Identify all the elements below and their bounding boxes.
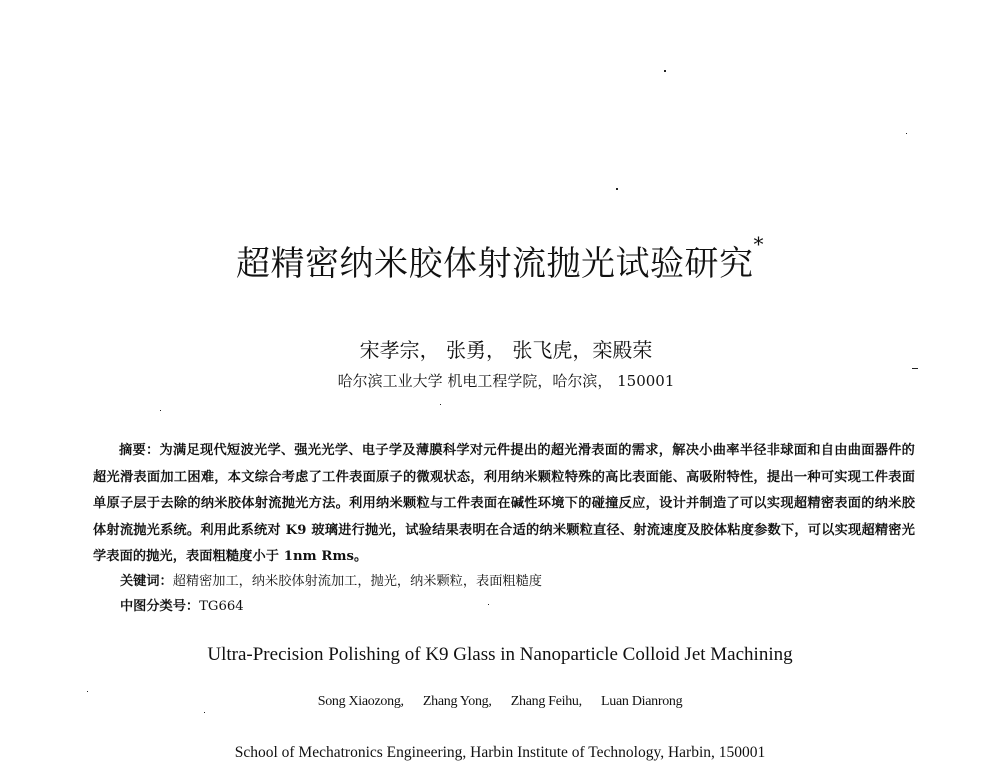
keywords-line — [120, 570, 542, 589]
author-en: Luan Dianrong — [601, 694, 683, 709]
author-en: Zhang Feihu, — [510, 694, 582, 709]
paper-title-cn: 超精密纳米胶体射流抛光试验研究* — [236, 232, 764, 284]
authors-en — [0, 694, 1000, 710]
abstract-cn — [93, 438, 915, 571]
scan-speck — [488, 604, 489, 605]
abstract-text: 为满足现代短波光学、强光光学、电子学及薄膜科学对元件提出的超光滑表面的需求，解决小曲率半径非球面和自由曲面器件的超光滑表面加工困难，本文综合考虑了工件表面原子的微观状态，利用纳米颗粒特殊的高比表面能、高吸附特性，提出一种可实现工件表面单原子层于去除的纳米胶体射流抛光方法。利用纳米颗粒与工件表面在碱性环境下的碰撞反应，设计并制造了可以实现超精密表面的纳米胶体射流抛光系统。利用此系统对 K9 玻璃进行抛光，试验结果表明在合适的纳米颗粒直径、射流速度及胶体粘度参数下，可以实现超精密光学表面的抛光，表面粗糙度小于 1nm Rms。 — [93, 443, 915, 564]
title-footnote-mark: * — [753, 232, 764, 256]
scan-speck — [616, 188, 618, 190]
scan-speck — [912, 368, 918, 369]
scan-speck — [204, 712, 205, 713]
scan-speck — [664, 70, 666, 72]
keywords-label: 关键词： — [120, 574, 173, 589]
clc-line — [120, 595, 244, 614]
affiliation-cn: 哈尔滨工业大学 机电工程学院，哈尔滨， 150001 — [337, 372, 675, 390]
scan-speck — [87, 691, 88, 692]
authors-cn: 宋孝宗， 张勇， 张飞虎，栾殿荣 — [359, 338, 653, 362]
scan-speck — [906, 133, 907, 134]
author-en: Song Xiaozong, — [317, 694, 404, 709]
scan-speck — [160, 410, 161, 411]
abstract-label: 摘要： — [119, 443, 160, 458]
keywords-value: 超精密加工，纳米胶体射流加工，抛光，纳米颗粒，表面粗糙度 — [172, 574, 542, 589]
clc-label: 中图分类号： — [120, 599, 200, 614]
clc-value: TG664 — [199, 599, 244, 614]
affiliation-en: School of Mechatronics Engineering, Harbin Institute of Technology, Harbin, 150001 — [234, 744, 766, 761]
scan-speck — [440, 404, 441, 405]
paper-title-en: Ultra-Precision Polishing of K9 Glass in Nanoparticle Colloid Jet Machining — [207, 644, 793, 665]
author-en: Zhang Yong, — [422, 694, 492, 709]
